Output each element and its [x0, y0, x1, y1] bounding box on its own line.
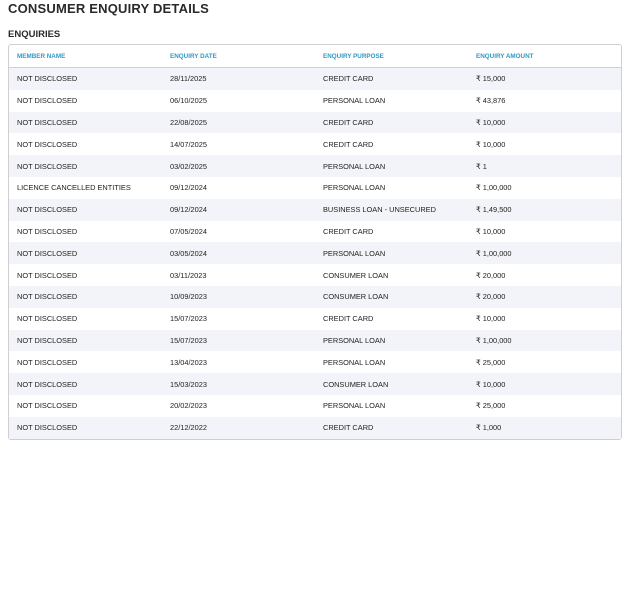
- enquiry-purpose-cell: CREDIT CARD: [315, 417, 468, 439]
- table-row: [9, 395, 621, 417]
- member-name-cell: NOT DISCLOSED: [9, 308, 162, 330]
- enquiry-purpose-cell: CREDIT CARD: [315, 308, 468, 330]
- enquiry-purpose-cell: CREDIT CARD: [315, 133, 468, 155]
- member-name-cell: NOT DISCLOSED: [9, 90, 162, 112]
- table-row: [9, 177, 621, 199]
- enquiry-date-cell: 09/12/2024: [162, 177, 315, 199]
- enquiry-date-cell: 03/11/2023: [162, 264, 315, 286]
- member-name-cell: NOT DISCLOSED: [9, 242, 162, 264]
- enquiry-date-cell: 20/02/2023: [162, 395, 315, 417]
- table-row: [9, 417, 621, 439]
- column-header-enquiry-purpose: ENQUIRY PURPOSE: [315, 45, 468, 68]
- table-row: [9, 155, 621, 177]
- table-row: [9, 308, 621, 330]
- enquiry-purpose-cell: PERSONAL LOAN: [315, 395, 468, 417]
- table-row: [9, 373, 621, 395]
- member-name-cell: NOT DISCLOSED: [9, 221, 162, 243]
- enquiry-amount-cell: ₹ 25,000: [468, 351, 621, 373]
- enquiry-date-cell: 22/12/2022: [162, 417, 315, 439]
- enquiry-amount-cell: ₹ 1: [468, 155, 621, 177]
- column-header-enquiry-amount: ENQUIRY AMOUNT: [468, 45, 621, 68]
- column-header-member-name: MEMBER NAME: [9, 45, 162, 68]
- header-row: [9, 45, 621, 68]
- table-header: [9, 45, 621, 68]
- member-name-cell: NOT DISCLOSED: [9, 330, 162, 352]
- member-name-cell: NOT DISCLOSED: [9, 351, 162, 373]
- enquiry-date-cell: 03/02/2025: [162, 155, 315, 177]
- enquiry-purpose-cell: CREDIT CARD: [315, 68, 468, 90]
- enquiry-amount-cell: ₹ 1,000: [468, 417, 621, 439]
- enquiry-date-cell: 15/07/2023: [162, 330, 315, 352]
- enquiry-amount-cell: ₹ 25,000: [468, 395, 621, 417]
- column-header-enquiry-date: ENQUIRY DATE: [162, 45, 315, 68]
- table-row: [9, 68, 621, 90]
- enquiry-purpose-cell: CONSUMER LOAN: [315, 286, 468, 308]
- enquiry-purpose-cell: CREDIT CARD: [315, 221, 468, 243]
- member-name-cell: NOT DISCLOSED: [9, 68, 162, 90]
- enquiries-table: [9, 45, 621, 439]
- enquiry-amount-cell: ₹ 1,49,500: [468, 199, 621, 221]
- enquiry-amount-cell: ₹ 1,00,000: [468, 242, 621, 264]
- enquiry-amount-cell: ₹ 10,000: [468, 308, 621, 330]
- table-row: [9, 221, 621, 243]
- enquiry-purpose-cell: CREDIT CARD: [315, 112, 468, 134]
- enquiry-purpose-cell: PERSONAL LOAN: [315, 155, 468, 177]
- enquiry-amount-cell: ₹ 10,000: [468, 221, 621, 243]
- table-row: [9, 133, 621, 155]
- enquiry-amount-cell: ₹ 10,000: [468, 373, 621, 395]
- enquiry-amount-cell: ₹ 15,000: [468, 68, 621, 90]
- enquiry-purpose-cell: BUSINESS LOAN - UNSECURED: [315, 199, 468, 221]
- enquiry-date-cell: 10/09/2023: [162, 286, 315, 308]
- enquiries-table-container: [8, 44, 622, 440]
- enquiry-date-cell: 22/08/2025: [162, 112, 315, 134]
- enquiry-date-cell: 14/07/2025: [162, 133, 315, 155]
- enquiry-date-cell: 15/07/2023: [162, 308, 315, 330]
- enquiry-amount-cell: ₹ 43,876: [468, 90, 621, 112]
- enquiry-date-cell: 28/11/2025: [162, 68, 315, 90]
- member-name-cell: LICENCE CANCELLED ENTITIES: [9, 177, 162, 199]
- enquiry-amount-cell: ₹ 1,00,000: [468, 177, 621, 199]
- member-name-cell: NOT DISCLOSED: [9, 264, 162, 286]
- member-name-cell: NOT DISCLOSED: [9, 155, 162, 177]
- enquiry-amount-cell: ₹ 20,000: [468, 264, 621, 286]
- table-row: [9, 286, 621, 308]
- table-row: [9, 112, 621, 134]
- enquiry-purpose-cell: PERSONAL LOAN: [315, 177, 468, 199]
- enquiry-purpose-cell: PERSONAL LOAN: [315, 90, 468, 112]
- table-row: [9, 242, 621, 264]
- member-name-cell: NOT DISCLOSED: [9, 133, 162, 155]
- enquiry-date-cell: 07/05/2024: [162, 221, 315, 243]
- table-body: [9, 68, 621, 439]
- enquiry-date-cell: 13/04/2023: [162, 351, 315, 373]
- section-title-enquiries: ENQUIRIES: [8, 29, 61, 40]
- enquiry-amount-cell: ₹ 20,000: [468, 286, 621, 308]
- member-name-cell: NOT DISCLOSED: [9, 373, 162, 395]
- enquiry-amount-cell: ₹ 10,000: [468, 112, 621, 134]
- enquiry-purpose-cell: PERSONAL LOAN: [315, 351, 468, 373]
- member-name-cell: NOT DISCLOSED: [9, 199, 162, 221]
- enquiry-purpose-cell: PERSONAL LOAN: [315, 242, 468, 264]
- page-title: CONSUMER ENQUIRY DETAILS: [8, 1, 210, 16]
- table-row: [9, 264, 621, 286]
- member-name-cell: NOT DISCLOSED: [9, 286, 162, 308]
- table-row: [9, 199, 621, 221]
- enquiry-date-cell: 09/12/2024: [162, 199, 315, 221]
- enquiry-date-cell: 03/05/2024: [162, 242, 315, 264]
- enquiry-purpose-cell: CONSUMER LOAN: [315, 373, 468, 395]
- enquiry-amount-cell: ₹ 10,000: [468, 133, 621, 155]
- enquiry-date-cell: 06/10/2025: [162, 90, 315, 112]
- enquiry-purpose-cell: PERSONAL LOAN: [315, 330, 468, 352]
- member-name-cell: NOT DISCLOSED: [9, 112, 162, 134]
- enquiry-date-cell: 15/03/2023: [162, 373, 315, 395]
- member-name-cell: NOT DISCLOSED: [9, 395, 162, 417]
- table-row: [9, 90, 621, 112]
- enquiry-amount-cell: ₹ 1,00,000: [468, 330, 621, 352]
- table-row: [9, 330, 621, 352]
- member-name-cell: NOT DISCLOSED: [9, 417, 162, 439]
- enquiry-purpose-cell: CONSUMER LOAN: [315, 264, 468, 286]
- table-row: [9, 351, 621, 373]
